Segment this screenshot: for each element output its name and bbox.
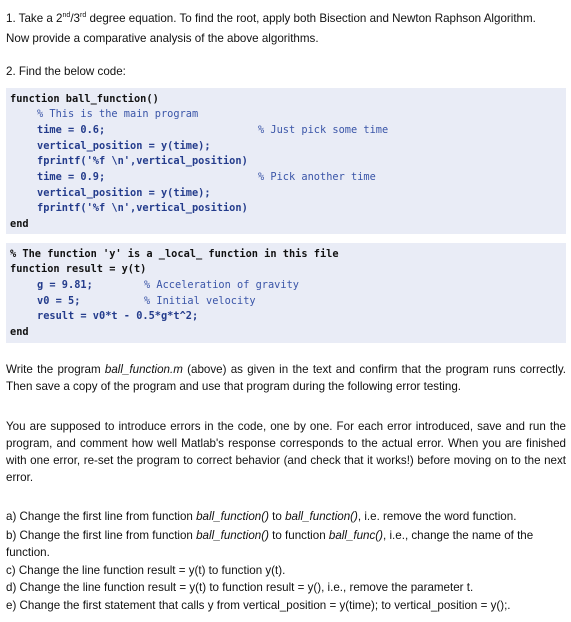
item-code-text: ball_function() <box>196 510 269 523</box>
list-item-d: d) Change the line function result = y(t) to function result = y(), i.e., remove the parameter t. <box>6 581 474 594</box>
code-block-main <box>6 88 566 234</box>
code-line <box>6 324 566 340</box>
list-item-c: c) Change the line function result = y(t) to function y(t). <box>6 564 286 577</box>
code-line <box>6 153 566 169</box>
code-line <box>6 106 566 122</box>
code-line <box>6 293 566 309</box>
item-text: to function <box>268 529 329 542</box>
q1-text-a: 1. Take a 2 <box>6 12 63 25</box>
item-code-text: ball_function() <box>196 529 269 542</box>
code-line <box>6 308 566 324</box>
code-statement: time = 0.6; <box>37 124 106 136</box>
code-statement: v0 = 5; <box>37 295 81 307</box>
code-block-local-function <box>6 243 566 343</box>
q1-text-c: degree equation. To find the root, apply both Bisection and Newton Raphson Algorithm. <box>86 12 536 25</box>
q1-text-b: /3 <box>70 12 80 25</box>
code-comment: % Pick another time <box>258 171 376 183</box>
code-comment: % Initial velocity <box>144 295 256 307</box>
filename-text: ball_function.m <box>104 363 183 376</box>
code-line <box>6 246 566 262</box>
code-line <box>6 200 566 216</box>
paragraph-error-instructions: You are supposed to introduce errors in the code, one by one. For each error introduced, save and run the program, and comment how well Matlab's response corresponds to the actual error. When you are finished with one error, re-set the program to correct behavior (and check that it works!) before moving on to the next error. <box>6 420 566 484</box>
list-item-b <box>6 527 566 544</box>
question-1 <box>6 10 566 27</box>
code-statement: g = 9.81; <box>37 279 93 291</box>
paragraph-write-program <box>6 361 566 395</box>
code-line <box>6 91 566 107</box>
code-keyword: end <box>10 326 29 338</box>
code-line <box>6 261 566 277</box>
code-statement: fprintf('%f \n',vertical_position) <box>37 202 248 214</box>
code-line <box>6 185 566 201</box>
q1-sup-rd: rd <box>79 12 87 20</box>
item-code-text: ball_function() <box>285 510 358 523</box>
code-comment: % Just pick some time <box>258 124 389 136</box>
code-statement: fprintf('%f \n',vertical_position) <box>37 155 248 167</box>
code-comment: % This is the main program <box>37 108 199 120</box>
q1-sup-nd: nd <box>62 12 71 20</box>
code-line <box>6 169 566 185</box>
code-statement: vertical_position = y(time); <box>37 140 211 152</box>
item-text: , i.e., change the name of the <box>383 529 534 542</box>
list-item-e: e) Change the first statement that calls y from vertical_position = y(time); to vertical_position = y();. <box>6 599 511 612</box>
item-text: to <box>268 510 286 523</box>
code-statement: vertical_position = y(time); <box>37 187 211 199</box>
item-text: a) Change the first line from function <box>6 510 197 523</box>
item-text: b) Change the first line from function <box>6 529 197 542</box>
item-text: , i.e. remove the word function. <box>357 510 517 523</box>
question-2: 2. Find the below code: <box>6 65 126 78</box>
code-keyword: function ball_function() <box>10 93 159 105</box>
item-code-text: ball_func() <box>328 529 384 542</box>
code-line <box>6 216 566 232</box>
list-item-a <box>6 508 566 525</box>
code-statement: result = v0*t - 0.5*g*t^2; <box>37 310 199 322</box>
code-keyword: function result = y(t) <box>10 263 147 275</box>
para-text: Write the program <box>6 363 105 376</box>
code-statement: time = 0.9; <box>37 171 106 183</box>
code-comment: % Acceleration of gravity <box>144 279 299 291</box>
list-item-b-line-2: function. <box>6 546 50 559</box>
question-1-line-2: Now provide a comparative analysis of the above algorithms. <box>6 32 319 45</box>
code-line <box>6 122 566 138</box>
para-text: (above) as given in the text and confirm that the program runs correctly. Then save a copy of the program and use that program during the following error testing. <box>6 363 567 393</box>
code-line <box>6 138 566 154</box>
code-line <box>6 277 566 293</box>
code-keyword: end <box>10 218 29 230</box>
code-keyword: % The function 'y' is a _local_ function in this file <box>10 248 339 260</box>
